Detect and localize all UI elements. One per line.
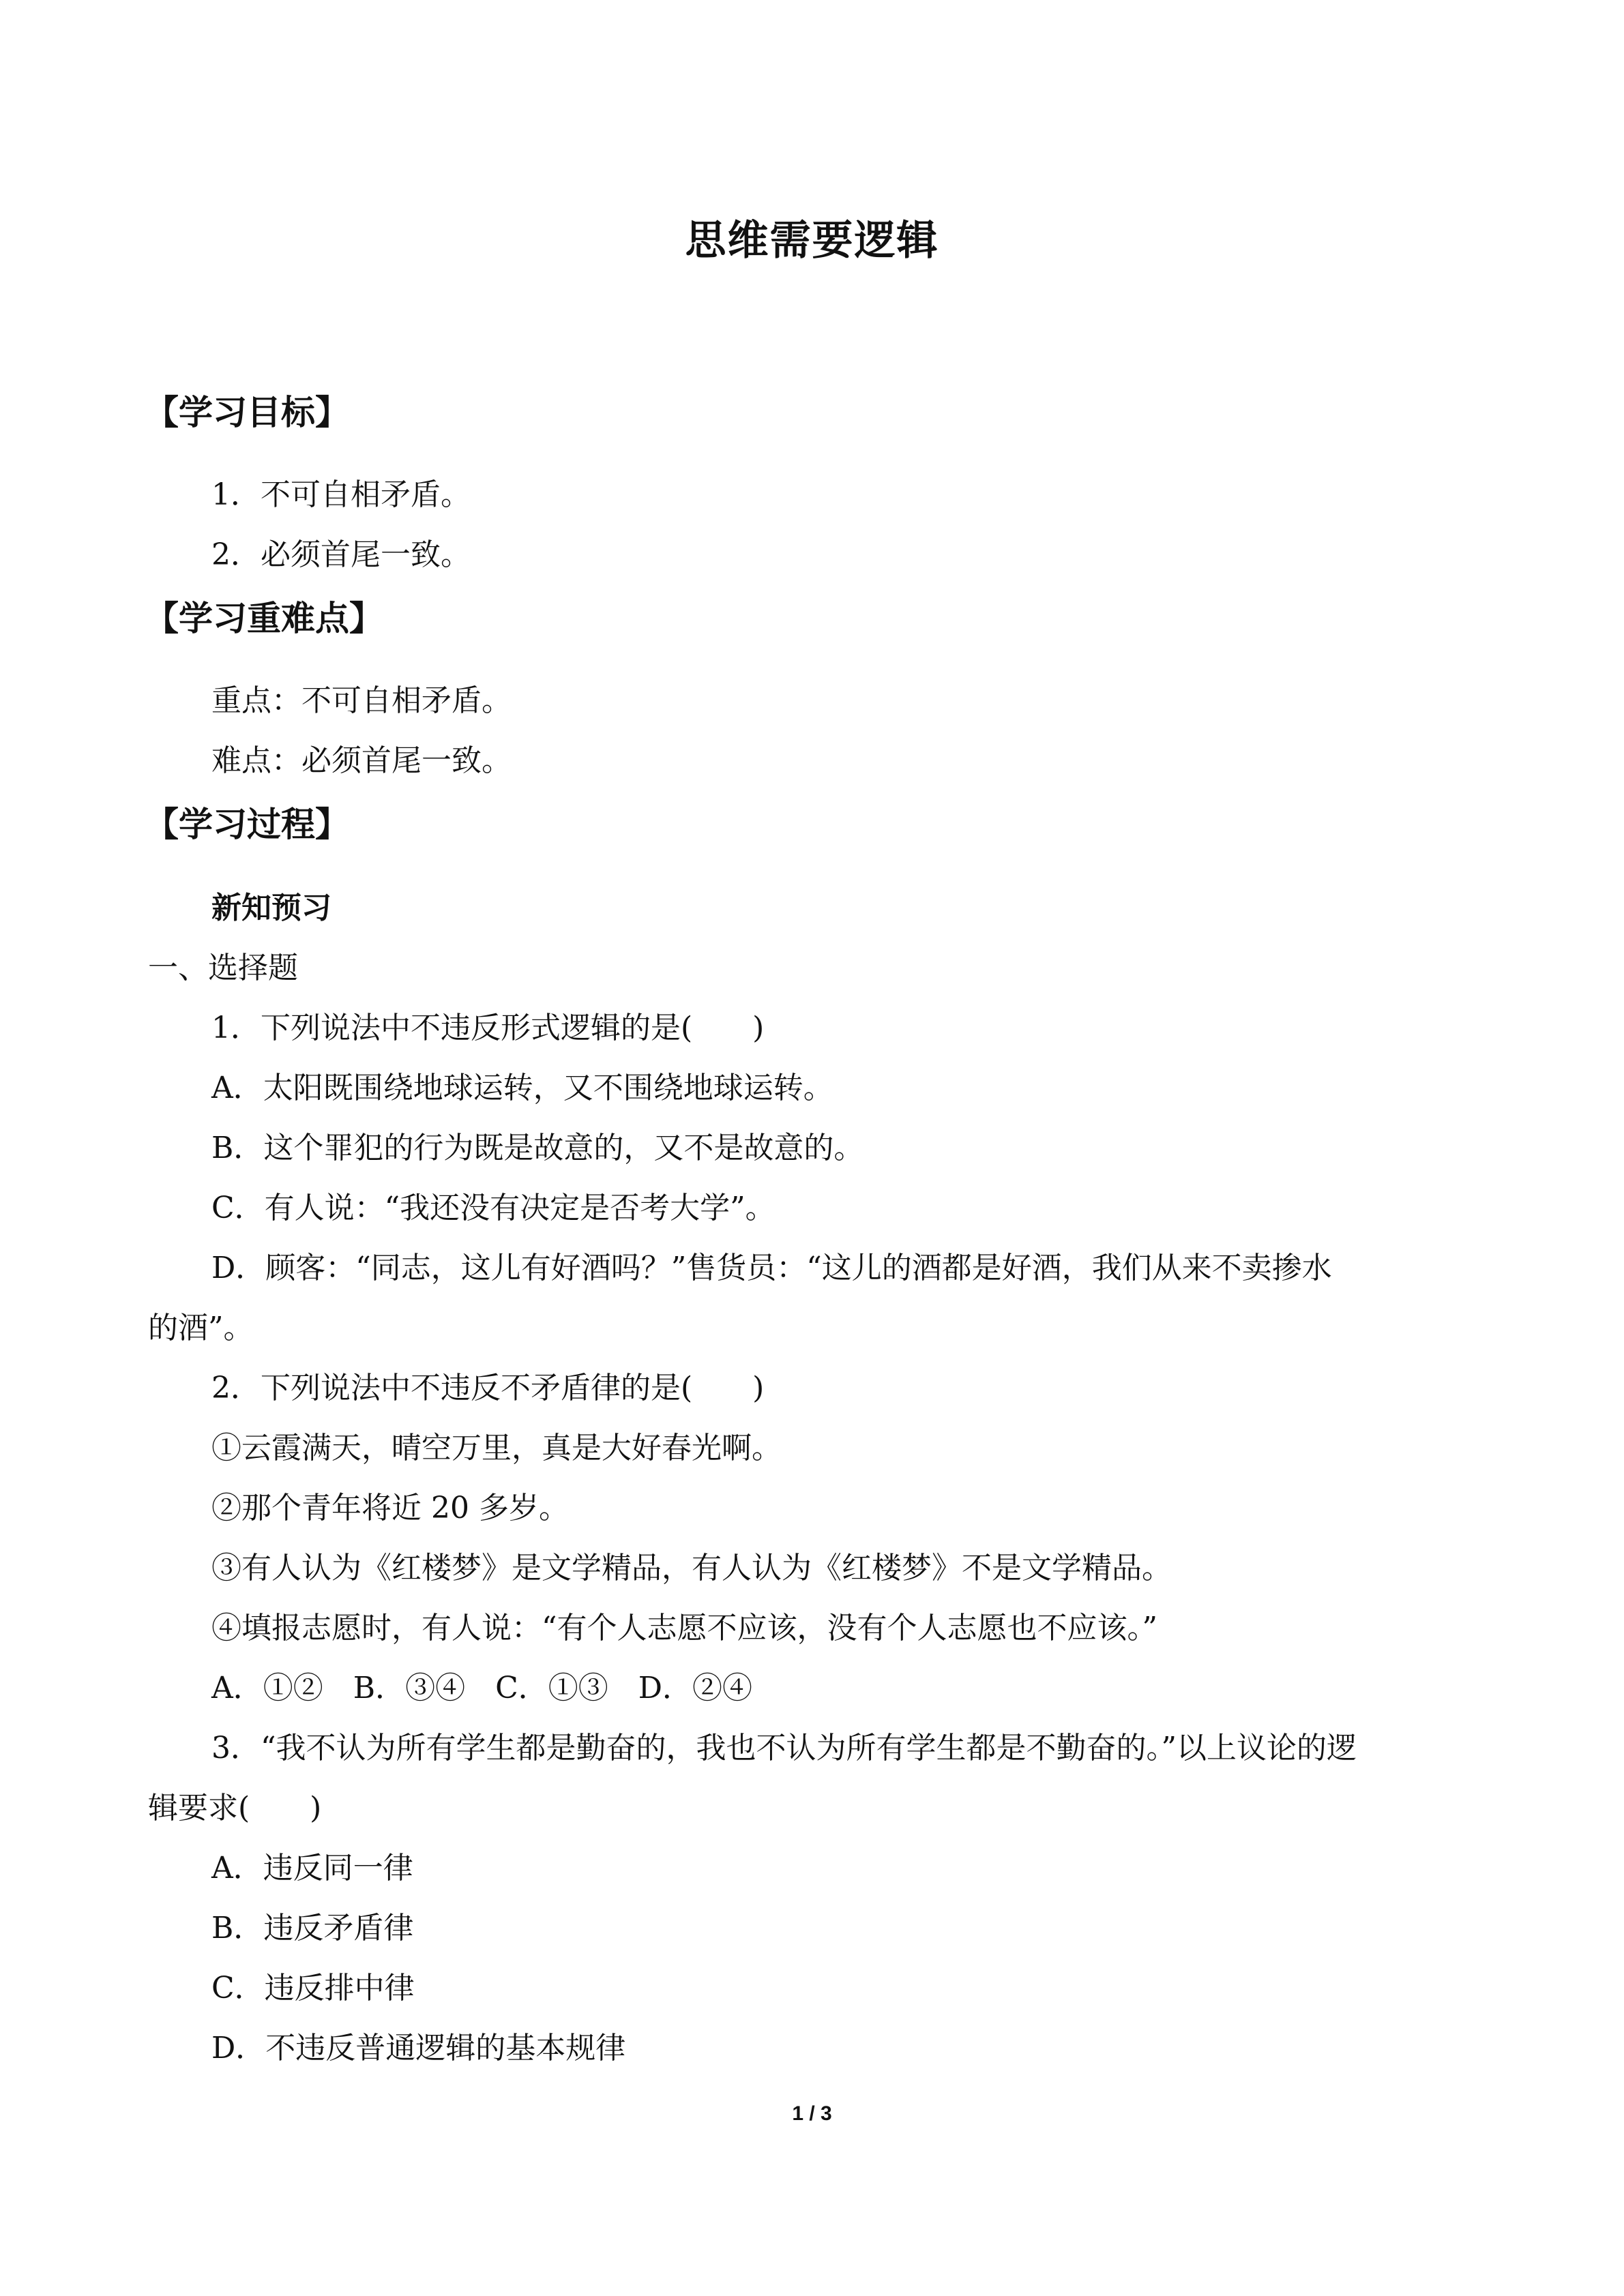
- key-point-item: 重点：不可自相矛盾。: [211, 683, 512, 718]
- goal-item: 2．必须首尾一致。: [211, 537, 471, 572]
- question-1-option-c: C．有人说：“我还没有决定是否考大学”。: [211, 1191, 776, 1225]
- document-title: 思维需要逻辑: [685, 217, 939, 265]
- question-3-option-a: A．违反同一律: [211, 1851, 413, 1885]
- goal-item: 1．不可自相矛盾。: [211, 477, 471, 512]
- question-1-option-a: A．太阳既围绕地球运转，又不围绕地球运转。: [211, 1071, 833, 1105]
- question-3-stem-continued: 辑要求( ): [148, 1791, 322, 1825]
- question-2-stem: 2．下列说法中不违反不矛盾律的是( ): [211, 1371, 765, 1405]
- question-1-option-d: D．顾客：“同志，这儿有好酒吗？”售货员：“这儿的酒都是好酒，我们从来不卖掺水: [211, 1251, 1332, 1285]
- question-type-label: 一、选择题: [148, 951, 298, 985]
- key-point-item: 难点：必须首尾一致。: [211, 743, 512, 778]
- question-2-statement: ①云霞满天，晴空万里，真是大好春光啊。: [211, 1431, 782, 1465]
- question-2-statement: ③有人认为《红楼梦》是文学精品，有人认为《红楼梦》不是文学精品。: [211, 1551, 1172, 1585]
- page-number: 1 / 3: [792, 2102, 832, 2125]
- question-1-stem: 1．下列说法中不违反形式逻辑的是( ): [211, 1011, 765, 1045]
- question-2-statement: ④填报志愿时，有人说：“有个人志愿不应该，没有个人志愿也不应该。”: [211, 1611, 1157, 1645]
- question-2-statement: ②那个青年将近 20 多岁。: [211, 1491, 569, 1525]
- question-3-option-d: D．不违反普通逻辑的基本规律: [211, 2031, 626, 2066]
- question-1-option-b: B．这个罪犯的行为既是故意的，又不是故意的。: [211, 1131, 864, 1165]
- question-3-option-c: C．违反排中律: [211, 1971, 415, 2006]
- section-heading-key-points: 【学习重难点】: [145, 599, 383, 638]
- question-3-option-b: B．违反矛盾律: [211, 1911, 414, 1945]
- subheading-preview: 新知预习: [211, 891, 331, 925]
- question-1-option-d-continued: 的酒”。: [148, 1311, 254, 1345]
- question-2-options: A．①② B．③④ C．①③ D．②④: [211, 1671, 753, 1705]
- section-heading-process: 【学习过程】: [145, 805, 349, 844]
- question-3-stem: 3．“我不认为所有学生都是勤奋的，我也不认为所有学生都是不勤奋的。”以上议论的逻: [211, 1731, 1357, 1765]
- section-heading-goals: 【学习目标】: [145, 393, 349, 432]
